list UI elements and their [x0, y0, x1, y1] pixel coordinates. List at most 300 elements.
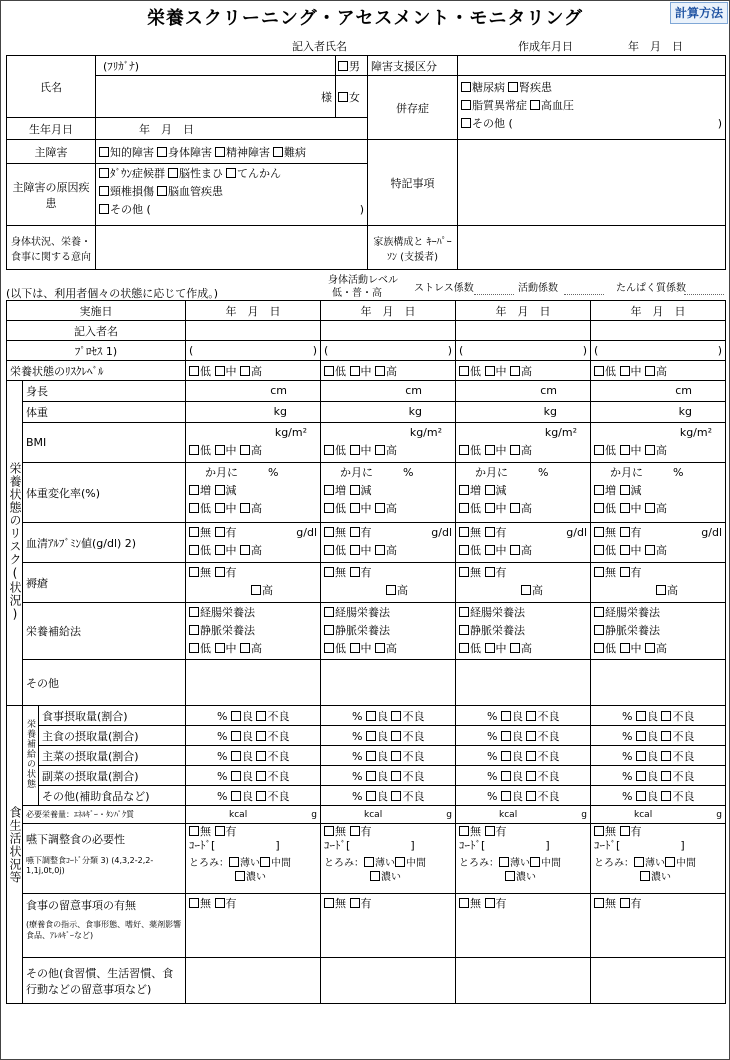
- checkbox-icon[interactable]: [215, 567, 225, 577]
- checkbox-icon[interactable]: [324, 527, 334, 537]
- risk-other-col-1[interactable]: [186, 660, 321, 706]
- checkbox-icon[interactable]: [499, 857, 509, 867]
- checkbox-icon: [338, 92, 348, 102]
- checkbox-icon[interactable]: [620, 366, 630, 376]
- checkbox-icon: [99, 186, 109, 196]
- checkbox-icon[interactable]: [189, 607, 199, 617]
- checkbox-icon[interactable]: [215, 898, 225, 908]
- checkbox-icon[interactable]: [636, 771, 646, 781]
- cause-options[interactable]: ﾀﾞｳﾝ症候群 脳性まひ てんかん 頸椎損傷 脳血管疾患 その他 ( ): [96, 164, 368, 226]
- req-nutrition-col-2[interactable]: kcal g: [321, 806, 456, 824]
- impl-date-col-3[interactable]: 年 月 日: [456, 301, 591, 321]
- checkbox-icon[interactable]: [350, 567, 360, 577]
- bedsore-col-3[interactable]: 無 有 高: [456, 563, 591, 603]
- intake-3-col-2[interactable]: % 良 不良: [321, 746, 456, 766]
- checkbox-icon[interactable]: [620, 503, 630, 513]
- checkbox-icon[interactable]: [240, 545, 250, 555]
- intake-2-col-1[interactable]: % 良 不良: [186, 726, 321, 746]
- bmi-col-3[interactable]: kg/m² 低 中 高: [456, 423, 591, 463]
- intake-4-col-2[interactable]: % 良 不良: [321, 766, 456, 786]
- weight-change-col-1[interactable]: か月に % 増 減 低 中 高: [186, 463, 321, 523]
- intake-2-col-3[interactable]: % 良 不良: [456, 726, 591, 746]
- checkbox-icon[interactable]: [459, 625, 469, 635]
- habits-col-1[interactable]: [186, 958, 321, 1004]
- checkbox-icon[interactable]: [510, 366, 520, 376]
- checkbox-icon[interactable]: [594, 826, 604, 836]
- activity-coef-label: 活動係数: [518, 283, 558, 294]
- checkbox-icon[interactable]: [375, 503, 385, 513]
- checkbox-icon[interactable]: [459, 643, 469, 653]
- checkbox-icon[interactable]: [620, 567, 630, 577]
- body-intent-field[interactable]: [96, 226, 368, 270]
- mid-note: (以下は、利用者個々の状態に応じて作成。): [6, 287, 219, 300]
- risk-level-label: 栄養状態のﾘｽｸﾚﾍﾞﾙ: [7, 361, 186, 381]
- checkbox-icon[interactable]: [391, 791, 401, 801]
- checkbox-icon[interactable]: [501, 711, 511, 721]
- checkbox-icon[interactable]: [375, 545, 385, 555]
- checkbox-icon[interactable]: [485, 527, 495, 537]
- risk-other-col-3[interactable]: [456, 660, 591, 706]
- checkbox-icon[interactable]: [231, 771, 241, 781]
- checkbox-icon[interactable]: [485, 545, 495, 555]
- swallow-col-4[interactable]: 無 有 ｺｰﾄﾞ[ ] とろみ： 薄い 中間 濃い: [591, 824, 726, 894]
- checkbox-icon[interactable]: [521, 585, 531, 595]
- activity-level-label: 身体活動レベル: [328, 275, 398, 286]
- intake-2-col-4[interactable]: % 良 不良: [591, 726, 726, 746]
- checkbox-icon[interactable]: [459, 607, 469, 617]
- checkbox-icon[interactable]: [620, 898, 630, 908]
- checkbox-icon[interactable]: [594, 898, 604, 908]
- risk-other-col-2[interactable]: [321, 660, 456, 706]
- checkbox-icon[interactable]: [350, 643, 360, 653]
- checkbox-icon[interactable]: [501, 731, 511, 741]
- checkbox-icon[interactable]: [620, 545, 630, 555]
- checkbox-icon[interactable]: [620, 643, 630, 653]
- checkbox-icon[interactable]: [324, 485, 334, 495]
- checkbox-icon[interactable]: [594, 527, 604, 537]
- checkbox-icon[interactable]: [189, 545, 199, 555]
- checkbox-icon[interactable]: [594, 366, 604, 376]
- supplement-col-1[interactable]: 経腸栄養法 静脈栄養法 低 中 高: [186, 603, 321, 660]
- checkbox-icon[interactable]: [459, 527, 469, 537]
- req-nutrition-col-3[interactable]: kcal g: [456, 806, 591, 824]
- created-date: 年 月 日: [628, 40, 683, 53]
- weight-col-1[interactable]: kg: [186, 402, 321, 423]
- weight-col-4[interactable]: kg: [591, 402, 726, 423]
- checkbox-icon[interactable]: [485, 643, 495, 653]
- bmi-col-2[interactable]: kg/m² 低 中 高: [321, 423, 456, 463]
- checkbox-icon[interactable]: [594, 545, 604, 555]
- checkbox-icon[interactable]: [634, 857, 644, 867]
- intake-4-col-4[interactable]: % 良 不良: [591, 766, 726, 786]
- checkbox-icon[interactable]: [215, 445, 225, 455]
- process-col-4[interactable]: ( ): [591, 341, 726, 361]
- checkbox-icon: [530, 100, 540, 110]
- risk-level-col-2[interactable]: 低 中 高: [321, 361, 456, 381]
- impl-date-col-1[interactable]: 年 月 日: [186, 301, 321, 321]
- swallow-label: 嚥下調整食の必要性 嚥下調整食ｺｰﾄﾞ分類 3) (4,3,2-2,2-1,1j,0t,0j): [23, 824, 186, 894]
- checkbox-icon[interactable]: [350, 545, 360, 555]
- swallow-col-3[interactable]: 無 有 ｺｰﾄﾞ[ ] とろみ： 薄い 中間 濃い: [456, 824, 591, 894]
- checkbox-icon[interactable]: [256, 771, 266, 781]
- intake-label-2: 主食の摂取量(割合): [39, 726, 186, 746]
- checkbox-icon[interactable]: [215, 527, 225, 537]
- checkbox-icon[interactable]: [510, 445, 520, 455]
- protein-coef-field[interactable]: [684, 285, 724, 295]
- main-disability-options[interactable]: 知的障害 身体障害 精神障害 難病: [96, 140, 368, 164]
- recorder-label: 記入者氏名: [292, 40, 347, 53]
- profile-table: [6, 55, 726, 270]
- calc-method-button[interactable]: 計算方法: [670, 2, 728, 24]
- checkbox-icon[interactable]: [256, 791, 266, 801]
- checkbox-icon[interactable]: [350, 366, 360, 376]
- checkbox-icon[interactable]: [350, 485, 360, 495]
- risk-level-col-3[interactable]: 低 中 高: [456, 361, 591, 381]
- checkbox-icon[interactable]: [645, 445, 655, 455]
- checkbox-icon[interactable]: [350, 445, 360, 455]
- cause-label: 主障害の原因疾患: [7, 164, 96, 226]
- checkbox-icon[interactable]: [485, 567, 495, 577]
- checkbox-icon[interactable]: [661, 751, 671, 761]
- checkbox-icon[interactable]: [395, 857, 405, 867]
- family-field[interactable]: [458, 226, 726, 270]
- checkbox-icon[interactable]: [324, 366, 334, 376]
- checkbox-icon[interactable]: [324, 567, 334, 577]
- bmi-col-4[interactable]: kg/m² 低 中 高: [591, 423, 726, 463]
- meal-notes-col-4[interactable]: 無 有: [591, 894, 726, 958]
- checkbox-icon[interactable]: [386, 585, 396, 595]
- special-notes-field[interactable]: [458, 140, 726, 226]
- checkbox-icon[interactable]: [375, 445, 385, 455]
- req-nutrition-col-4[interactable]: kcal g: [591, 806, 726, 824]
- checkbox-icon[interactable]: [231, 751, 241, 761]
- process-col-3[interactable]: ( ): [456, 341, 591, 361]
- meal-notes-label: 食事の留意事項の有無 (療養食の指示、食事形態、嗜好、薬剤影響食品、ｱﾚﾙｷﾞｰなど): [23, 894, 186, 958]
- stress-coef-field[interactable]: [474, 285, 514, 295]
- bedsore-col-1[interactable]: 無 有 高: [186, 563, 321, 603]
- male-checkbox[interactable]: 男: [336, 56, 368, 76]
- checkbox-icon[interactable]: [391, 771, 401, 781]
- checkbox-icon[interactable]: [620, 485, 630, 495]
- checkbox-icon[interactable]: [324, 643, 334, 653]
- recorder-name-col-2[interactable]: [321, 321, 456, 341]
- checkbox-icon[interactable]: [350, 527, 360, 537]
- checkbox-icon[interactable]: [636, 791, 646, 801]
- checkbox-icon[interactable]: [189, 625, 199, 635]
- checkbox-icon[interactable]: [636, 731, 646, 741]
- checkbox-icon[interactable]: [240, 643, 250, 653]
- meal-notes-col-1[interactable]: 無 有: [186, 894, 321, 958]
- checkbox-icon[interactable]: [594, 503, 604, 513]
- checkbox-icon[interactable]: [594, 485, 604, 495]
- checkbox-icon[interactable]: [620, 527, 630, 537]
- checkbox-icon[interactable]: [459, 545, 469, 555]
- checkbox-icon[interactable]: [366, 711, 376, 721]
- checkbox-icon[interactable]: [510, 643, 520, 653]
- intake-3-col-1[interactable]: % 良 不良: [186, 746, 321, 766]
- process-label: ﾌﾟﾛｾｽ 1): [7, 341, 186, 361]
- checkbox-icon[interactable]: [485, 445, 495, 455]
- checkbox-icon[interactable]: [459, 445, 469, 455]
- checkbox-icon[interactable]: [636, 751, 646, 761]
- checkbox-icon[interactable]: [636, 711, 646, 721]
- form-title: 栄養スクリーニング・アセスメント・モニタリング: [146, 8, 584, 29]
- intake-label-3: 主菜の摂取量(割合): [39, 746, 186, 766]
- checkbox-icon[interactable]: [485, 826, 495, 836]
- checkbox-icon[interactable]: [370, 871, 380, 881]
- weight-change-col-2[interactable]: か月に % 増 減 低 中 高: [321, 463, 456, 523]
- checkbox-icon[interactable]: [189, 485, 199, 495]
- checkbox-icon[interactable]: [324, 503, 334, 513]
- risk-other-col-4[interactable]: [591, 660, 726, 706]
- risk-level-col-4[interactable]: 低 中 高: [591, 361, 726, 381]
- checkbox-icon[interactable]: [510, 545, 520, 555]
- bmi-col-1[interactable]: kg/m² 低 中 高: [186, 423, 321, 463]
- checkbox-icon[interactable]: [215, 826, 225, 836]
- checkbox-icon[interactable]: [235, 871, 245, 881]
- impl-date-col-2[interactable]: 年 月 日: [321, 301, 456, 321]
- intake-3-col-4[interactable]: % 良 不良: [591, 746, 726, 766]
- checkbox-icon[interactable]: [391, 751, 401, 761]
- process-col-2[interactable]: ( ): [321, 341, 456, 361]
- bedsore-col-4[interactable]: 無 有 高: [591, 563, 726, 603]
- checkbox-icon[interactable]: [459, 898, 469, 908]
- checkbox-icon[interactable]: [391, 731, 401, 741]
- stress-coef-label: ストレス係数: [414, 283, 474, 294]
- recorder-name-col-1[interactable]: [186, 321, 321, 341]
- weight-col-2[interactable]: kg: [321, 402, 456, 423]
- height-col-1[interactable]: cm: [186, 381, 321, 402]
- bedsore-label: 褥瘡: [23, 563, 186, 603]
- supplement-col-2[interactable]: 経腸栄養法 静脈栄養法 低 中 高: [321, 603, 456, 660]
- swallow-col-1[interactable]: 無 有 ｺｰﾄﾞ[ ] とろみ： 薄い 中間 濃い: [186, 824, 321, 894]
- checkbox-icon[interactable]: [375, 366, 385, 376]
- checkbox-icon[interactable]: [620, 826, 630, 836]
- checkbox-icon[interactable]: [189, 503, 199, 513]
- impl-date-label: 実施日: [7, 301, 186, 321]
- comorbidity-options[interactable]: 糖尿病 腎疾患 脂質異常症 高血圧 その他 ( ): [458, 76, 726, 140]
- name-field[interactable]: 様: [96, 76, 336, 118]
- intake-1-col-3[interactable]: % 良 不良: [456, 706, 591, 726]
- checkbox-icon[interactable]: [189, 643, 199, 653]
- process-col-1[interactable]: ( ): [186, 341, 321, 361]
- checkbox-icon[interactable]: [215, 643, 225, 653]
- checkbox-icon[interactable]: [189, 527, 199, 537]
- checkbox-icon[interactable]: [594, 625, 604, 635]
- checkbox-icon[interactable]: [324, 607, 334, 617]
- bedsore-col-2[interactable]: 無 有 高: [321, 563, 456, 603]
- checkbox-icon[interactable]: [501, 751, 511, 761]
- intake-5-col-1[interactable]: % 良 不良: [186, 786, 321, 806]
- recorder-name-col-4[interactable]: [591, 321, 726, 341]
- intake-4-col-3[interactable]: % 良 不良: [456, 766, 591, 786]
- checkbox-icon[interactable]: [505, 871, 515, 881]
- checkbox-icon[interactable]: [620, 445, 630, 455]
- checkbox-icon[interactable]: [645, 545, 655, 555]
- height-col-2[interactable]: cm: [321, 381, 456, 402]
- checkbox-icon[interactable]: [661, 731, 671, 741]
- checkbox-icon[interactable]: [324, 545, 334, 555]
- special-notes-label: 特記事項: [368, 140, 458, 226]
- meal-notes-col-3[interactable]: 無 有: [456, 894, 591, 958]
- checkbox-icon[interactable]: [215, 503, 225, 513]
- checkbox-icon[interactable]: [189, 445, 199, 455]
- habits-col-3[interactable]: [456, 958, 591, 1004]
- diet-section-label: 食生活状況等: [7, 706, 23, 1004]
- albumin-col-1[interactable]: 無 有 g/dl 低 中 高: [186, 523, 321, 563]
- checkbox-icon[interactable]: [324, 898, 334, 908]
- checkbox-icon[interactable]: [485, 898, 495, 908]
- intake-5-col-2[interactable]: % 良 不良: [321, 786, 456, 806]
- checkbox-icon[interactable]: [459, 485, 469, 495]
- checkbox-icon[interactable]: [526, 711, 536, 721]
- checkbox-icon[interactable]: [251, 585, 261, 595]
- checkbox-icon[interactable]: [661, 711, 671, 721]
- weight-change-col-3[interactable]: か月に % 増 減 低 中 高: [456, 463, 591, 523]
- checkbox-icon[interactable]: [501, 771, 511, 781]
- checkbox-icon[interactable]: [189, 898, 199, 908]
- checkbox-icon[interactable]: [215, 485, 225, 495]
- checkbox-icon[interactable]: [350, 826, 360, 836]
- checkbox-icon[interactable]: [526, 791, 536, 801]
- checkbox-icon[interactable]: [256, 731, 266, 741]
- checkbox-icon[interactable]: [350, 503, 360, 513]
- checkbox-icon[interactable]: [229, 857, 239, 867]
- swallow-col-2[interactable]: 無 有 ｺｰﾄﾞ[ ] とろみ： 薄い 中間 濃い: [321, 824, 456, 894]
- checkbox-icon[interactable]: [459, 826, 469, 836]
- checkbox-icon[interactable]: [231, 791, 241, 801]
- checkbox-icon[interactable]: [256, 751, 266, 761]
- checkbox-icon[interactable]: [231, 711, 241, 721]
- checkbox-icon[interactable]: [350, 898, 360, 908]
- checkbox-icon[interactable]: [240, 366, 250, 376]
- checkbox-icon: [226, 168, 236, 178]
- checkbox-icon[interactable]: [366, 731, 376, 741]
- coefficient-line: [6, 275, 725, 300]
- intake-5-col-3[interactable]: % 良 不良: [456, 786, 591, 806]
- checkbox-icon[interactable]: [391, 711, 401, 721]
- checkbox-icon: [99, 204, 109, 214]
- checkbox-icon[interactable]: [661, 771, 671, 781]
- checkbox-icon[interactable]: [189, 366, 199, 376]
- checkbox-icon[interactable]: [215, 366, 225, 376]
- habits-col-2[interactable]: [321, 958, 456, 1004]
- comorbidity-label: 併存症: [368, 76, 458, 140]
- checkbox-icon[interactable]: [256, 711, 266, 721]
- activity-levels: 低・普・高: [332, 288, 382, 299]
- checkbox-icon[interactable]: [501, 791, 511, 801]
- checkbox-icon[interactable]: [661, 791, 671, 801]
- birth-field[interactable]: 年 月 日: [96, 118, 368, 140]
- checkbox-icon[interactable]: [324, 625, 334, 635]
- furigana-field[interactable]: (ﾌﾘｶﾞﾅ): [96, 56, 336, 76]
- activity-coef-field[interactable]: [564, 285, 604, 295]
- checkbox-icon[interactable]: [366, 791, 376, 801]
- checkbox-icon[interactable]: [366, 771, 376, 781]
- checkbox-icon[interactable]: [459, 366, 469, 376]
- habits-label: その他(食習慣、生活習慣、食行動などの留意事項など): [23, 958, 186, 1004]
- height-col-3[interactable]: cm: [456, 381, 591, 402]
- checkbox-icon[interactable]: [530, 857, 540, 867]
- checkbox-icon[interactable]: [485, 503, 495, 513]
- albumin-col-3[interactable]: 無 有 g/dl 低 中 高: [456, 523, 591, 563]
- female-checkbox[interactable]: 女: [336, 76, 368, 118]
- checkbox-icon[interactable]: [485, 366, 495, 376]
- checkbox-icon[interactable]: [594, 607, 604, 617]
- checkbox-icon[interactable]: [645, 643, 655, 653]
- disability-class-field[interactable]: [458, 56, 726, 76]
- checkbox-icon[interactable]: [189, 826, 199, 836]
- checkbox-icon[interactable]: [526, 751, 536, 761]
- checkbox-icon[interactable]: [645, 366, 655, 376]
- main-disability-label: 主障害: [7, 140, 96, 164]
- checkbox-icon[interactable]: [645, 503, 655, 513]
- checkbox-icon[interactable]: [594, 643, 604, 653]
- checkbox-icon[interactable]: [324, 445, 334, 455]
- weight-col-3[interactable]: kg: [456, 402, 591, 423]
- supplement-col-4[interactable]: 経腸栄養法 静脈栄養法 低 中 高: [591, 603, 726, 660]
- weight-change-col-4[interactable]: か月に % 増 減 低 中 高: [591, 463, 726, 523]
- habits-col-4[interactable]: [591, 958, 726, 1004]
- weight-label: 体重: [23, 402, 186, 423]
- checkbox-icon[interactable]: [189, 567, 199, 577]
- checkbox-icon[interactable]: [240, 445, 250, 455]
- checkbox-icon[interactable]: [459, 503, 469, 513]
- checkbox-icon: [99, 168, 109, 178]
- intake-5-col-4[interactable]: % 良 不良: [591, 786, 726, 806]
- checkbox-icon[interactable]: [260, 857, 270, 867]
- meal-notes-col-2[interactable]: 無 有: [321, 894, 456, 958]
- intake-3-col-3[interactable]: % 良 不良: [456, 746, 591, 766]
- risk-level-col-1[interactable]: 低 中 高: [186, 361, 321, 381]
- albumin-col-2[interactable]: 無 有 g/dl 低 中 高: [321, 523, 456, 563]
- checkbox-icon[interactable]: [510, 503, 520, 513]
- supplement-col-3[interactable]: 経腸栄養法 静脈栄養法 低 中 高: [456, 603, 591, 660]
- intake-label-1: 食事摂取量(割合): [39, 706, 186, 726]
- checkbox-icon[interactable]: [231, 731, 241, 741]
- checkbox-icon: [157, 186, 167, 196]
- intake-4-col-1[interactable]: % 良 不良: [186, 766, 321, 786]
- impl-date-col-4[interactable]: 年 月 日: [591, 301, 726, 321]
- recorder-name-col-3[interactable]: [456, 321, 591, 341]
- checkbox-icon[interactable]: [366, 751, 376, 761]
- checkbox-icon[interactable]: [526, 771, 536, 781]
- checkbox-icon[interactable]: [215, 545, 225, 555]
- body-intent-label: 身体状況、栄養・食事に関する意向: [7, 226, 96, 270]
- checkbox-icon[interactable]: [485, 485, 495, 495]
- family-label: 家族構成と ｷｰﾊﾟｰｿﾝ (支援者): [368, 226, 458, 270]
- checkbox-icon[interactable]: [375, 643, 385, 653]
- checkbox-icon[interactable]: [364, 857, 374, 867]
- intake-2-col-2[interactable]: % 良 不良: [321, 726, 456, 746]
- checkbox-icon[interactable]: [459, 567, 469, 577]
- checkbox-icon[interactable]: [656, 585, 666, 595]
- req-nutrition-col-1[interactable]: kcal g: [186, 806, 321, 824]
- checkbox-icon[interactable]: [526, 731, 536, 741]
- intake-1-col-1[interactable]: % 良 不良: [186, 706, 321, 726]
- intake-1-col-2[interactable]: % 良 不良: [321, 706, 456, 726]
- checkbox-icon[interactable]: [665, 857, 675, 867]
- albumin-col-4[interactable]: 無 有 g/dl 低 中 高: [591, 523, 726, 563]
- checkbox-icon[interactable]: [594, 567, 604, 577]
- recorder-name-label: 記入者名: [7, 321, 186, 341]
- checkbox-icon[interactable]: [594, 445, 604, 455]
- checkbox-icon[interactable]: [640, 871, 650, 881]
- height-col-4[interactable]: cm: [591, 381, 726, 402]
- intake-1-col-4[interactable]: % 良 不良: [591, 706, 726, 726]
- checkbox-icon[interactable]: [324, 826, 334, 836]
- checkbox-icon[interactable]: [240, 503, 250, 513]
